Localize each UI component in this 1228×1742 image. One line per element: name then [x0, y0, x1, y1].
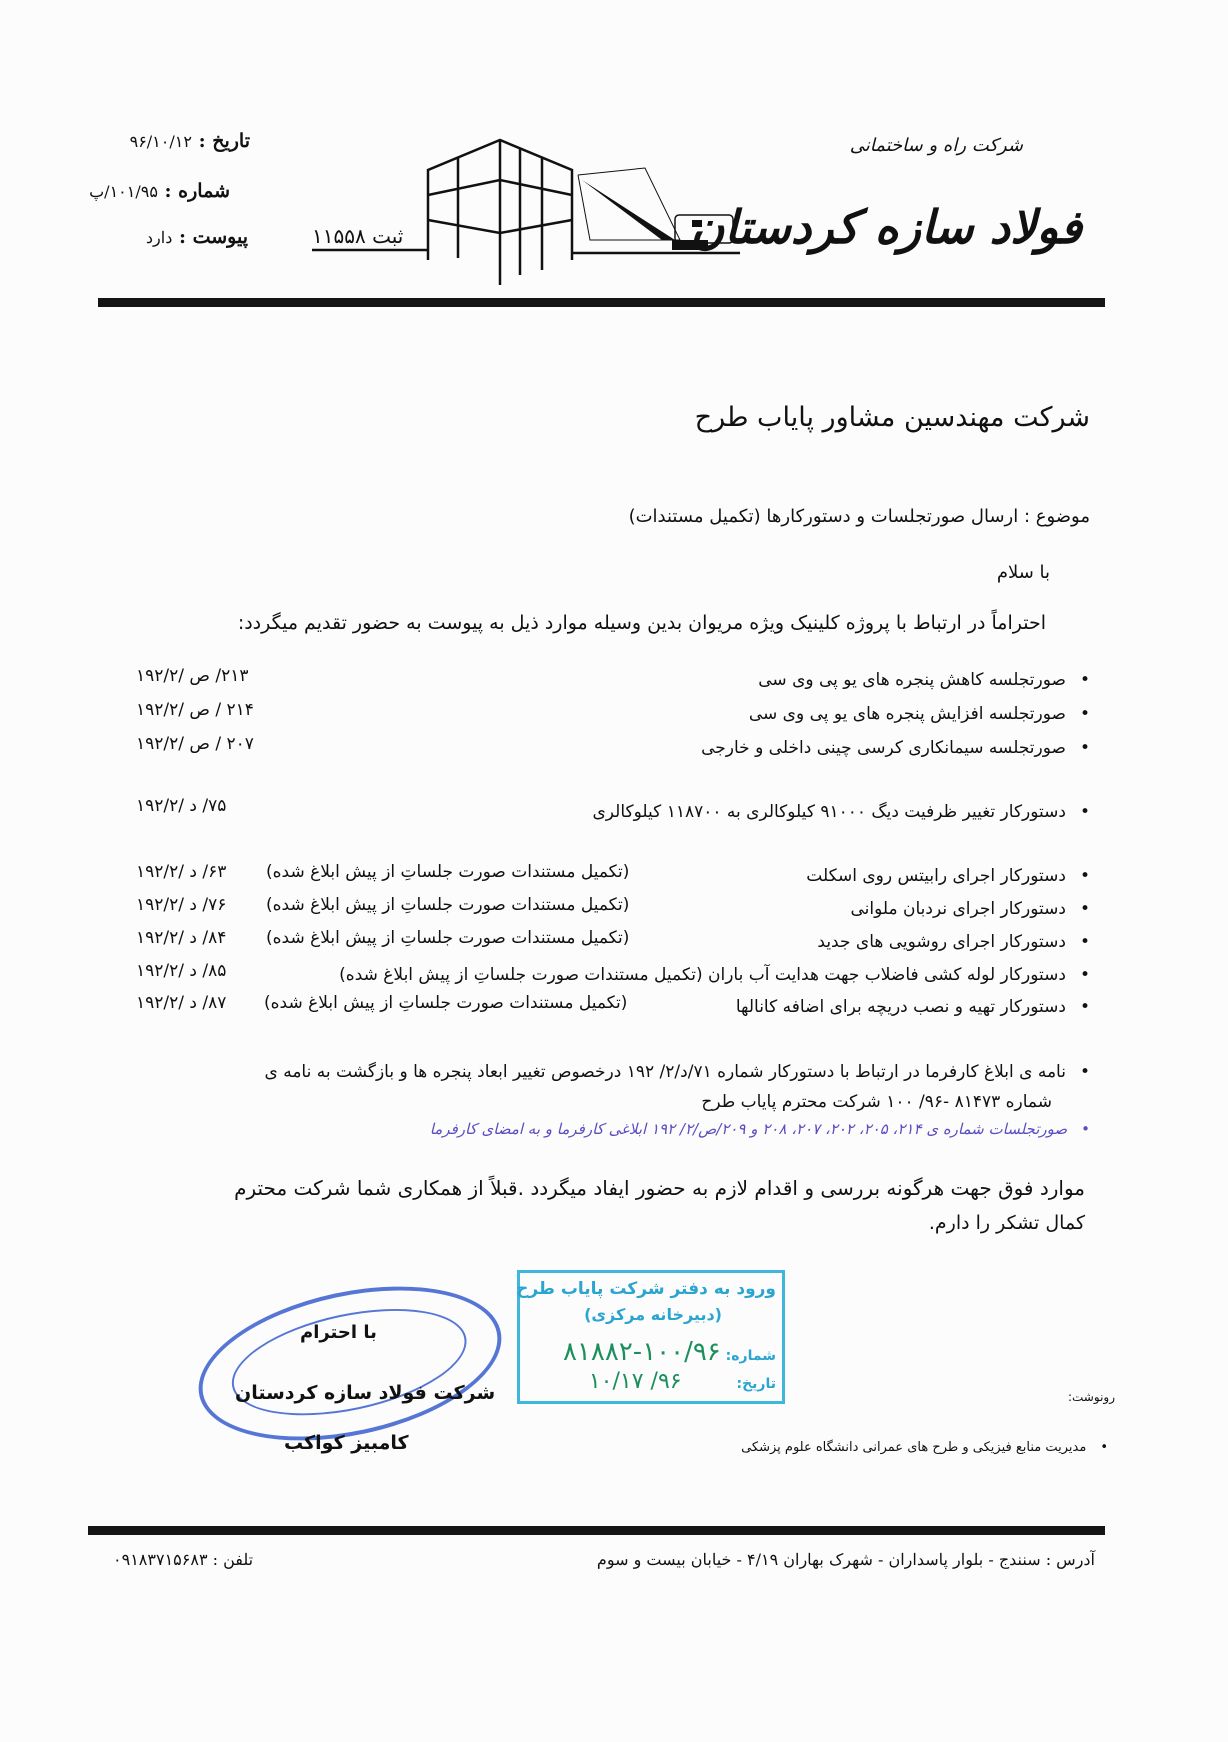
order-note: (تکمیل مستندات صورت جلساتِ از پیش ابلاغ شده) [266, 895, 630, 915]
date-label: تاریخ : [198, 130, 250, 152]
minutes-ref: ۲۱۳/ ص /۱۹۲/۲ [136, 666, 249, 686]
receipt-number-label: شماره: [725, 1348, 776, 1364]
receipt-number [563, 1337, 776, 1367]
signature-regards: با احترام [300, 1322, 377, 1343]
minutes-ref: ۲۱۴ / ص /۱۹۲/۲ [136, 700, 254, 720]
order-item: • دستورکار اجرای نردبان ملوانی [850, 899, 1090, 919]
attachment-value: دارد [145, 228, 173, 247]
signature-company: شرکت فولاد سازه کردستان [235, 1382, 496, 1404]
footer-rule [88, 1526, 1105, 1535]
receipt-stamp [517, 1270, 785, 1404]
closing-line2: کمال تشکر را دارم. [928, 1212, 1085, 1234]
company-name: فولاد سازه کردستان [690, 200, 1082, 254]
letter-date [130, 130, 250, 152]
order-item: • دستورکار اجرای روشویی های جدید [817, 932, 1090, 952]
recipient: شرکت مهندسین مشاور پایاب طرح [694, 402, 1090, 433]
order-note: (تکمیل مستندات صورت جلساتِ از پیش ابلاغ شده) [266, 928, 630, 948]
notice-item: • نامه ی ابلاغ کارفرما در ارتباط با دستورکار شماره ۷۱/د/۲/ ۱۹۲ درخصوص تغییر ابعاد پنجره ها و بازگشت به نامه ی [265, 1062, 1091, 1082]
order-item: • دستورکار اجرای رابیتس روی اسکلت [806, 866, 1090, 886]
order-ref: ۷۶/ د /۱۹۲/۲ [136, 895, 227, 915]
minutes-item: • صورتجلسه سیمانکاری کرسی چینی داخلی و خارجی [701, 738, 1090, 758]
order-ref: ۶۳/ د /۱۹۲/۲ [136, 862, 227, 882]
footer-phone: تلفن : ۰۹۱۸۳۷۱۵۶۸۳ [113, 1550, 254, 1569]
subject: موضوع : ارسال صورتجلسات و دستورکارها (تکمیل مستندات) [628, 506, 1090, 527]
company-subtitle: شرکت راه و ساختمانی [849, 135, 1023, 156]
attachment-label: پیوست : [178, 226, 248, 248]
order-note: (تکمیل مستندات صورت جلساتِ از پیش ابلاغ شده) [266, 862, 630, 882]
order-ref: ۷۵/ د /۱۹۲/۲ [136, 796, 227, 816]
receipt-date-label: تاریخ: [736, 1376, 776, 1392]
order-text: دستورکار لوله کشی فاضلاب جهت هدایت آب باران [708, 965, 1066, 985]
date-value: ۹۶/۱۰/۱۲ [129, 132, 192, 151]
handwritten-item: • صورتجلسات شماره ی ۲۱۴، ۲۰۵، ۲۰۲، ۲۰۷، ۲۰۸ و ۲۰۹/ص/۲/ ۱۹۲ ابلاغی کارفرما و به امضای کارفرما [430, 1120, 1090, 1138]
letter-attachment [146, 226, 248, 248]
receipt-number-value: ۱۰۰/۹۶-۸۱۸۸۲ [562, 1337, 721, 1367]
minutes-item: • صورتجلسه افزایش پنجره های یو پی وی سی [749, 704, 1090, 724]
intro: احتراماً در ارتباط با پروژه کلینیک ویژه مریوان بدین وسیله موارد ذیل به پیوست به حضور تقدیم میگردد: [237, 612, 1046, 634]
minutes-item: • صورتجلسه کاهش پنجره های یو پی وی سی [758, 670, 1090, 690]
registration-number: ثبت ۱۱۵۵۸ [312, 224, 404, 248]
order-ref: ۸۷/ د /۱۹۲/۲ [136, 993, 227, 1013]
minutes-ref: ۲۰۷ / ص /۱۹۲/۲ [136, 734, 254, 754]
letter-number [89, 180, 230, 202]
receipt-date-value: ۹۶/ ۱۰/۱۷ [588, 1369, 682, 1394]
order-item [339, 965, 1090, 985]
notice-line2: شماره ۸۱۴۷۳ -۹۶/ ۱۰۰ شرکت محترم پایاب طرح [701, 1092, 1052, 1112]
order-item: • دستورکار تغییر ظرفیت دیگ ۹۱۰۰۰ کیلوکالری به ۱۱۸۷۰۰ کیلوکالری [593, 802, 1091, 822]
order-note: (تکمیل مستندات صورت جلساتِ از پیش ابلاغ شده) [339, 965, 703, 985]
receipt-stamp-title: ورود به دفتر شرکت پایاب طرح [516, 1279, 776, 1299]
company-logo-icon [300, 130, 750, 290]
signature-name: کامبیز کواکب [284, 1432, 409, 1454]
cc-item: • مدیریت منابع فیزیکی و طرح های عمرانی دانشگاه علوم پزشکی [741, 1440, 1108, 1455]
closing-line1: موارد فوق جهت هرگونه بررسی و اقدام لازم به حضور ایفاد میگردد .قبلاً از همکاری شما شرکت محترم [234, 1176, 1085, 1200]
order-item: • دستورکار تهیه و نصب دریچه برای اضافه کانالها [736, 997, 1090, 1017]
number-value: ۱۰۱/۹۵/پ [89, 182, 158, 201]
receipt-stamp-subtitle: (دبیرخانه مرکزی) [584, 1305, 722, 1324]
header-rule [98, 298, 1105, 307]
order-ref: ۸۵/ د /۱۹۲/۲ [136, 961, 227, 981]
footer-address: آدرس : سنندج - بلوار پاسداران - شهرک بهاران ۴/۱۹ - خیابان بیست و سوم [596, 1550, 1095, 1569]
greeting: با سلام [996, 562, 1050, 583]
receipt-date [589, 1369, 776, 1394]
number-label: شماره : [164, 180, 230, 202]
order-note: (تکمیل مستندات صورت جلساتِ از پیش ابلاغ شده) [264, 993, 628, 1013]
order-ref: ۸۴/ د /۱۹۲/۲ [136, 928, 227, 948]
cc-label: رونوشت: [1067, 1390, 1115, 1404]
